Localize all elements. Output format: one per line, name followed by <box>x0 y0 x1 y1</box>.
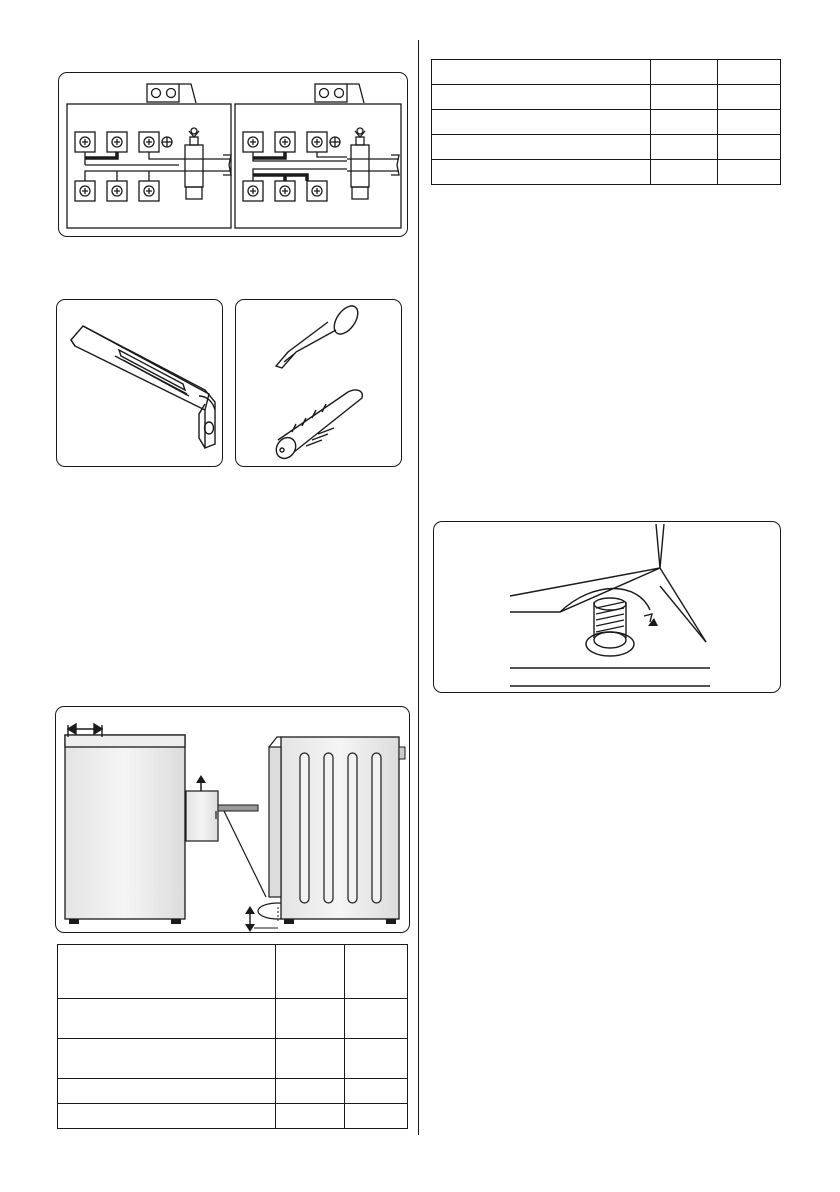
table-row <box>432 160 781 185</box>
table-row <box>432 135 781 160</box>
table-row <box>58 1104 408 1129</box>
table-row <box>432 110 781 135</box>
column-divider <box>418 40 419 1135</box>
adjustable-foot-panel <box>433 521 781 693</box>
specification-table-top <box>431 59 781 185</box>
anti-tip-bracket-icon <box>57 300 224 468</box>
table-row <box>58 945 408 999</box>
wiring-diagram-panel <box>58 72 408 237</box>
installation-clearance-panel <box>55 706 410 933</box>
table-row <box>432 60 781 85</box>
table-row <box>58 1039 408 1079</box>
specification-table-bottom <box>57 944 408 1129</box>
appliance-installation-icon <box>56 707 411 934</box>
table-row <box>58 1079 408 1104</box>
table-row <box>432 85 781 110</box>
screw-and-plug-panel <box>235 299 402 467</box>
terminal-block-wiring-icon <box>59 73 409 238</box>
screw-and-wall-plug-icon <box>236 300 403 468</box>
tipping-bracket-panel <box>56 299 223 467</box>
table-row <box>58 999 408 1039</box>
adjustable-foot-icon <box>434 522 782 694</box>
